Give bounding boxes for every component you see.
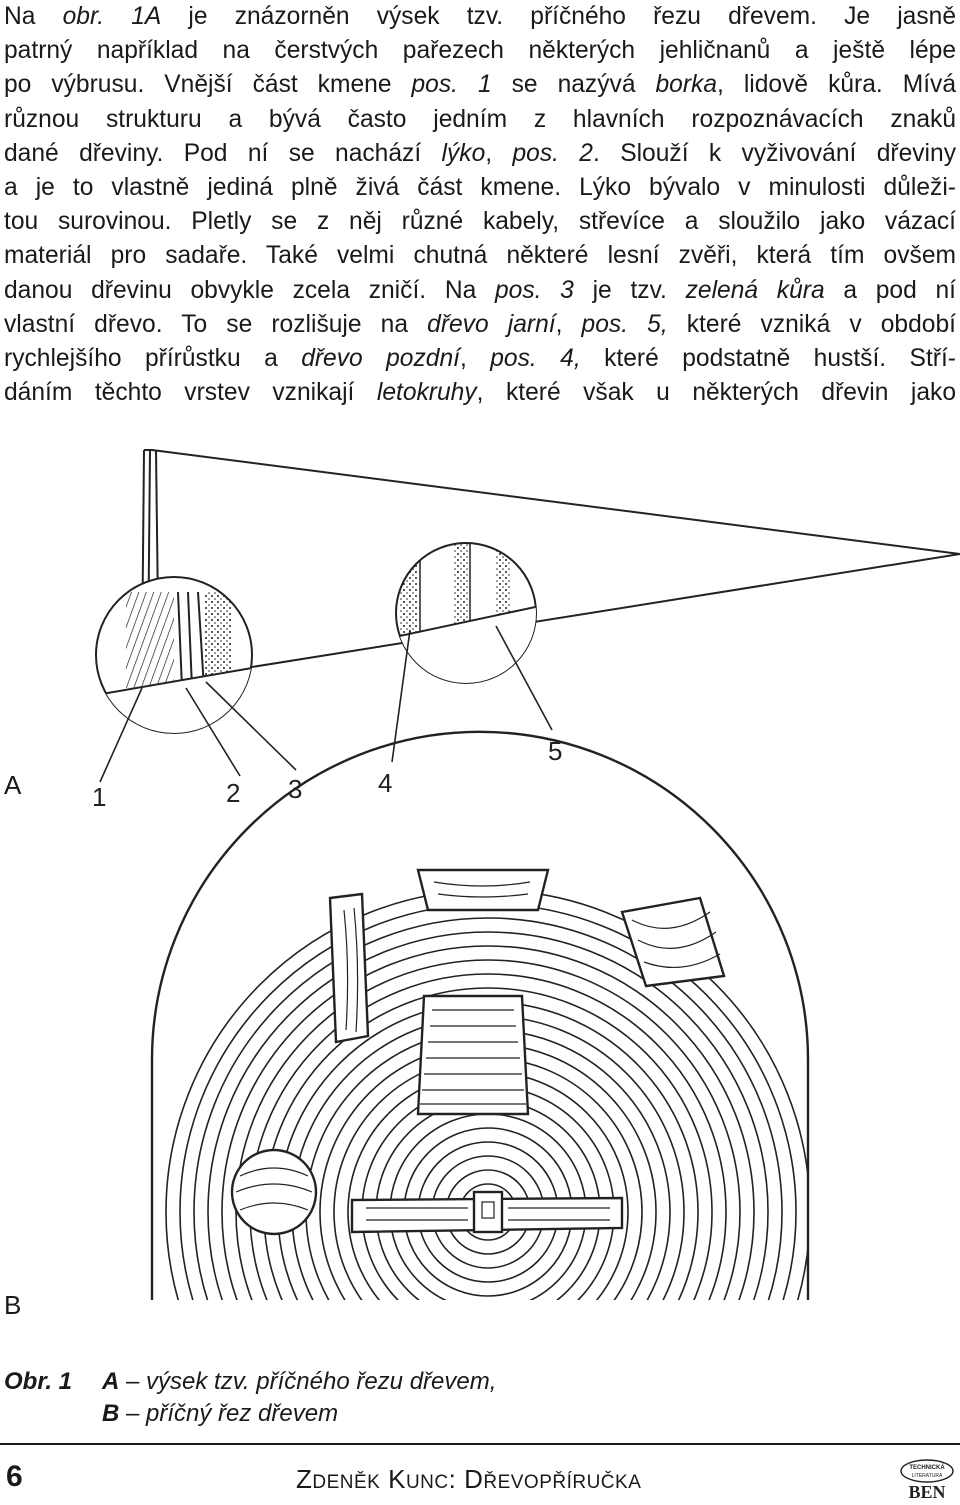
text-line: Na obr. 1A je znázorněn výsek tzv. příčného řezu dřevem. Je jasně (4, 3, 956, 30)
text-line: tou surovinou. Pletly se z něj různé kabely, střevíce a sloužilo jako vázací (4, 208, 956, 236)
cutout-left (330, 894, 368, 1042)
callout-5: 5 (548, 736, 563, 766)
text-line: a je to vlastně jediná plně živá část kmene. Lýko bývalo v minulosti důleži- (4, 174, 956, 202)
figure-caption (4, 1366, 496, 1430)
panel-a-letter: A (4, 770, 22, 800)
cutout-round (232, 1150, 316, 1234)
text-line: danou dřevinu obvykle zcela zničí. Na pos. 3 je tzv. zelená kůra a pod ní (4, 276, 956, 304)
caption-row-a (4, 1366, 496, 1398)
publisher-logo (898, 1458, 956, 1505)
footer-rule (0, 1443, 960, 1445)
magnifier-circle-bark (96, 577, 252, 740)
cutout-right (622, 898, 724, 986)
caption-key-b: B (102, 1400, 120, 1427)
caption-text-b: – příčný řez dřevem (119, 1400, 339, 1427)
cutout-pith (474, 1192, 502, 1232)
text-line: dané dřeviny. Pod ní se nachází lýko, pos. 2. Slouží k vyživování dřeviny (4, 139, 956, 167)
callout-2: 2 (226, 778, 241, 808)
text-line: dáním těchto vrstev vznikají letokruhy, které však u některých dřevin jako (4, 379, 956, 407)
caption-label: Obr. 1 (4, 1368, 73, 1395)
page-number: 6 (6, 1460, 23, 1493)
caption-text-a: – výsek tzv. příčného řezu dřevem, (119, 1368, 497, 1395)
text-line: vlastní dřevo. To se rozlišuje na dřevo jarní, pos. 5, které vzniká v období (4, 310, 956, 338)
growth-ring (194, 918, 782, 1360)
figure-drawing (0, 420, 960, 1360)
text-line: patrný například na čerstvých pařezech některých jehličnanů a ještě lépe (4, 37, 956, 65)
wedge-section (142, 450, 960, 682)
panel-b-letter: B (4, 1290, 22, 1320)
text-line: rychlejšího přírůstku a dřevo pozdní, pos. 4, které podstatně hustší. Stří- (4, 345, 956, 373)
text-line: materiál pro sadaře. Také velmi chutná některé lesní zvěři, která tím ovšem (4, 242, 956, 270)
body-paragraph (4, 0, 956, 410)
text-line: po výbrusu. Vnější část kmene pos. 1 se nazývá borka, lidově kůra. Mívá (4, 71, 957, 99)
logo-bottom-text: LITERATURA (911, 1473, 943, 1479)
caption-key-a: A (102, 1368, 120, 1395)
figure-wood-cross-section (0, 420, 960, 1360)
text-line: různou strukturu a bývá často jedním z hlavních rozpoznávacích znaků (4, 105, 956, 133)
callout-4: 4 (378, 768, 393, 798)
ben-logo-icon (898, 1458, 956, 1500)
sample-cutouts (232, 870, 724, 1234)
logo-mark-text: BEN (908, 1482, 946, 1500)
caption-row-b (4, 1398, 496, 1430)
callout-3: 3 (288, 774, 303, 804)
running-title: ZDENĚK KUNC: DŘEVOPŘÍRUČKA (296, 1464, 642, 1494)
cutout-top (418, 870, 548, 910)
callout-1: 1 (92, 782, 107, 812)
cutout-center (418, 996, 528, 1114)
logo-top-text: TECHNICKÁ (909, 1465, 945, 1471)
